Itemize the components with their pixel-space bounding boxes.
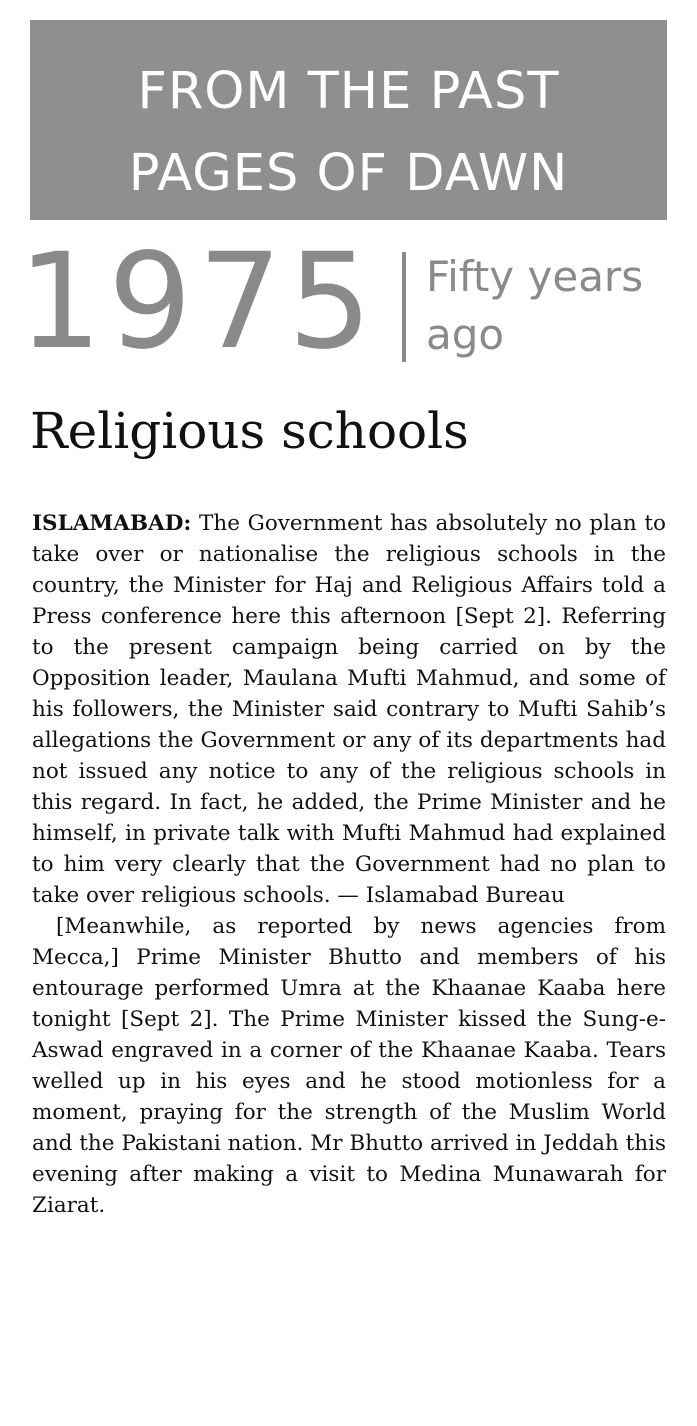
article-paragraph-1 xyxy=(32,508,666,911)
years-ago-line2: ago xyxy=(426,310,505,359)
series-banner xyxy=(30,20,667,220)
article-body xyxy=(32,508,666,1221)
article-paragraph-1-text: The Government has absolutely no plan to take over or nationalise the religious schools in the country, the Minister for Haj and Religious Affairs told a Press conference here this afternoon [Sept 2]. Referring to the present campaign being carried on by the Opposition leader, Maulana Mufti Mahmud, and some of his followers, the Minister said contrary to Mufti Sahib’s allegations the Government or any of its departments had not issued any notice to any of the religious schools in this regard. In fact, he added, the Prime Minister and he himself, in private talk with Mufti Mahmud had explained to him very clearly that the Government had no plan to take over religious schools. — Islamabad Bureau xyxy=(32,511,666,908)
banner-title-line2: PAGES OF DAWN xyxy=(128,144,569,203)
year-label: 1975 xyxy=(18,225,378,379)
article-dateline: ISLAMABAD: xyxy=(32,511,192,536)
article-headline: Religious schools xyxy=(30,402,469,460)
years-ago-line1: Fifty years xyxy=(426,252,644,301)
article-paragraph-2: [Meanwhile, as reported by news agencies from Mecca,] Prime Minister Bhutto and members of his entourage performed Umra at the Khaanae Kaaba here tonight [Sept 2]. The Prime Minister kissed the Sung-e-Aswad engraved in a corner of the Khaanae Kaaba. Tears welled up in his eyes and he stood motionless for a moment, praying for the strength of the Muslim World and the Pakistani nation. Mr Bhutto arrived in Jeddah this evening after making a visit to Medina Munawarah for Ziarat. xyxy=(32,914,666,1218)
banner-title-line1: FROM THE PAST xyxy=(137,62,560,121)
year-divider xyxy=(402,252,406,362)
